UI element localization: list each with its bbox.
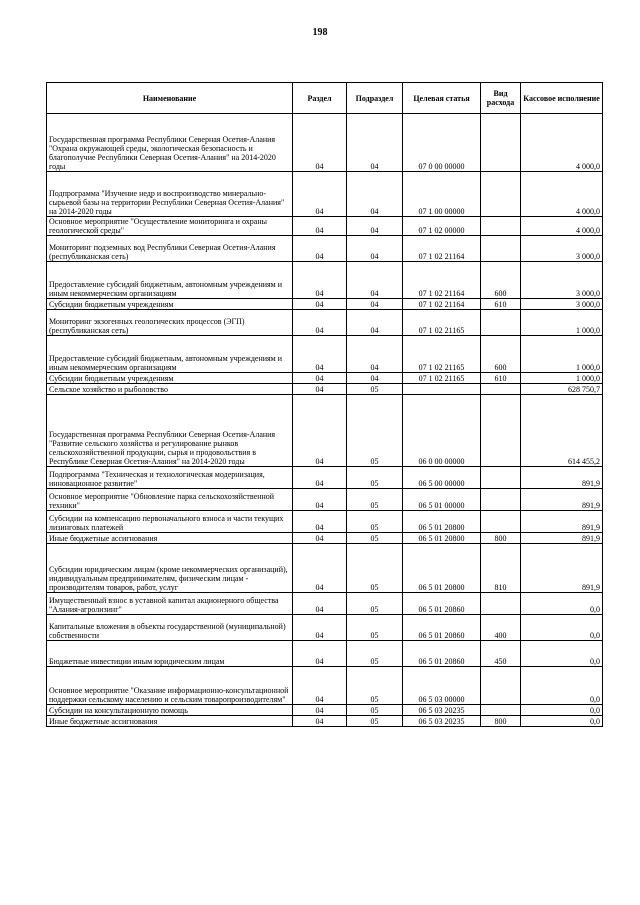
cell-subsection: 04 [347, 236, 403, 262]
cell-section: 04 [293, 511, 347, 533]
cell-name: Сельское хозяйство и рыболовство [47, 384, 293, 395]
cell-subsection: 04 [347, 114, 403, 172]
cell-name: Субсидии на консультационную помощь [47, 705, 293, 716]
cell-amount: 4 000,0 [521, 114, 603, 172]
cell-amount: 891,9 [521, 489, 603, 511]
cell-subsection: 04 [347, 172, 403, 217]
cell-amount: 891,9 [521, 467, 603, 489]
cell-section: 04 [293, 593, 347, 615]
cell-section: 04 [293, 489, 347, 511]
cell-amount: 0,0 [521, 593, 603, 615]
cell-type: 600 [481, 336, 521, 373]
cell-amount: 614 455,2 [521, 395, 603, 467]
cell-subsection: 05 [347, 395, 403, 467]
table-row [47, 172, 603, 217]
cell-target: 06 5 03 20235 [403, 705, 481, 716]
cell-amount: 891,9 [521, 511, 603, 533]
cell-type [481, 384, 521, 395]
cell-name: Субсидии юридическим лицам (кроме некоммерческих организаций), индивидуальным предпринимателям, физическим лицам - производителям товаров, работ, услуг [47, 544, 293, 593]
table-row [47, 262, 603, 299]
header-amount: Кассовое исполнение [521, 83, 603, 114]
cell-name: Субсидии бюджетным учреждениям [47, 299, 293, 310]
cell-name: Основное мероприятие "Осуществление мониторинга и охраны геологической среды" [47, 217, 293, 236]
cell-section: 04 [293, 716, 347, 727]
cell-target: 06 5 01 20860 [403, 593, 481, 615]
cell-target: 06 5 01 20800 [403, 544, 481, 593]
table-row [47, 384, 603, 395]
cell-name: Основное мероприятие "Оказание информационно-консультационной поддержки сельскому населению и сельским товаропроизводителям" [47, 667, 293, 705]
cell-type [481, 114, 521, 172]
cell-name: Мониторинг подземных вод Республики Северная Осетия-Алания (республиканская сеть) [47, 236, 293, 262]
cell-amount: 891,9 [521, 544, 603, 593]
cell-section: 04 [293, 373, 347, 384]
cell-type [481, 511, 521, 533]
cell-type [481, 172, 521, 217]
budget-table [46, 82, 603, 727]
header-type: Вид расхода [481, 83, 521, 114]
table-row [47, 489, 603, 511]
table-row [47, 467, 603, 489]
header-target: Целевая статья [403, 83, 481, 114]
cell-subsection: 05 [347, 544, 403, 593]
cell-subsection: 04 [347, 299, 403, 310]
cell-section: 04 [293, 641, 347, 667]
cell-section: 04 [293, 310, 347, 336]
cell-subsection: 05 [347, 467, 403, 489]
cell-target: 06 0 00 00000 [403, 395, 481, 467]
header-section: Раздел [293, 83, 347, 114]
cell-type: 610 [481, 373, 521, 384]
cell-subsection: 04 [347, 262, 403, 299]
table-row [47, 533, 603, 544]
cell-name: Иные бюджетные ассигнования [47, 716, 293, 727]
cell-section: 04 [293, 467, 347, 489]
cell-name: Бюджетные инвестиции иным юридическим лицам [47, 641, 293, 667]
cell-name: Имущественный взнос в уставной капитал акционерного общества "Алания-агролизинг" [47, 593, 293, 615]
cell-name: Мониторинг экзогенных геологических процессов (ЭГП) (республиканская сеть) [47, 310, 293, 336]
cell-name: Иные бюджетные ассигнования [47, 533, 293, 544]
table-header-row [47, 83, 603, 114]
cell-amount: 0,0 [521, 705, 603, 716]
cell-subsection: 05 [347, 615, 403, 641]
cell-section: 04 [293, 384, 347, 395]
cell-target: 06 5 01 20800 [403, 511, 481, 533]
cell-subsection: 05 [347, 533, 403, 544]
cell-target: 06 5 01 20860 [403, 641, 481, 667]
cell-type: 800 [481, 716, 521, 727]
table-row [47, 114, 603, 172]
header-name: Наименование [47, 83, 293, 114]
cell-target: 07 1 02 21164 [403, 236, 481, 262]
cell-target: 07 1 02 21164 [403, 299, 481, 310]
table-row [47, 217, 603, 236]
table-row [47, 336, 603, 373]
cell-amount: 0,0 [521, 716, 603, 727]
cell-type [481, 667, 521, 705]
cell-target: 07 1 02 21165 [403, 336, 481, 373]
cell-section: 04 [293, 667, 347, 705]
cell-name: Субсидии бюджетным учреждениям [47, 373, 293, 384]
cell-type: 810 [481, 544, 521, 593]
cell-subsection: 05 [347, 716, 403, 727]
cell-subsection: 05 [347, 489, 403, 511]
cell-subsection: 05 [347, 511, 403, 533]
table-row [47, 593, 603, 615]
cell-name: Основное мероприятие "Обновление парка сельскохозяйственной техники" [47, 489, 293, 511]
cell-subsection: 05 [347, 593, 403, 615]
cell-type [481, 467, 521, 489]
cell-name: Капитальные вложения в объекты государственной (муниципальной) собственности [47, 615, 293, 641]
cell-subsection: 04 [347, 336, 403, 373]
cell-target: 07 1 02 00000 [403, 217, 481, 236]
cell-amount: 4 000,0 [521, 217, 603, 236]
cell-type [481, 395, 521, 467]
cell-amount: 1 000,0 [521, 373, 603, 384]
cell-amount: 891,9 [521, 533, 603, 544]
cell-type [481, 236, 521, 262]
cell-name: Подпрограмма "Изучение недр и воспроизводство минерально-сырьевой базы на территории Республики Северная Осетия-Алания" на 2014-2020 годы [47, 172, 293, 217]
cell-type [481, 217, 521, 236]
cell-section: 04 [293, 299, 347, 310]
cell-section: 04 [293, 615, 347, 641]
cell-subsection: 04 [347, 373, 403, 384]
cell-subsection: 05 [347, 641, 403, 667]
cell-amount: 1 000,0 [521, 336, 603, 373]
cell-section: 04 [293, 114, 347, 172]
table-row [47, 236, 603, 262]
cell-type: 450 [481, 641, 521, 667]
cell-amount: 1 000,0 [521, 310, 603, 336]
cell-target: 06 5 01 00000 [403, 489, 481, 511]
cell-name: Предоставление субсидий бюджетным, автономным учреждениям и иным некоммерческим организациям [47, 336, 293, 373]
cell-type [481, 310, 521, 336]
cell-target: 06 5 03 00000 [403, 667, 481, 705]
cell-amount: 628 750,7 [521, 384, 603, 395]
cell-section: 04 [293, 395, 347, 467]
cell-target: 06 5 01 20800 [403, 533, 481, 544]
cell-type [481, 489, 521, 511]
cell-amount: 4 000,0 [521, 172, 603, 217]
cell-target: 07 1 02 21165 [403, 310, 481, 336]
table-row [47, 373, 603, 384]
cell-subsection: 05 [347, 667, 403, 705]
table-row [47, 716, 603, 727]
cell-target: 07 0 00 00000 [403, 114, 481, 172]
cell-amount: 0,0 [521, 641, 603, 667]
cell-section: 04 [293, 217, 347, 236]
table-row [47, 641, 603, 667]
cell-subsection: 04 [347, 217, 403, 236]
cell-amount: 3 000,0 [521, 236, 603, 262]
cell-name: Подпрограмма "Техническая и технологическая модернизация, инновационное развитие" [47, 467, 293, 489]
cell-section: 04 [293, 236, 347, 262]
cell-type [481, 593, 521, 615]
cell-amount: 0,0 [521, 615, 603, 641]
page-number: 198 [312, 27, 328, 38]
cell-amount: 3 000,0 [521, 262, 603, 299]
table-row [47, 511, 603, 533]
cell-section: 04 [293, 172, 347, 217]
cell-target: 06 5 00 00000 [403, 467, 481, 489]
cell-target: 07 1 02 21164 [403, 262, 481, 299]
cell-amount: 3 000,0 [521, 299, 603, 310]
cell-name: Государственная программа Республики Северная Осетия-Алания "Охрана окружающей среды, экологическая безопасность и благополучие Республики Северная Осетия-Алания" на 2014-2020 годы [47, 114, 293, 172]
table-row [47, 299, 603, 310]
cell-subsection: 04 [347, 310, 403, 336]
cell-target: 07 1 02 21165 [403, 373, 481, 384]
cell-target: 07 1 00 00000 [403, 172, 481, 217]
cell-section: 04 [293, 262, 347, 299]
cell-type: 400 [481, 615, 521, 641]
cell-section: 04 [293, 533, 347, 544]
cell-section: 04 [293, 705, 347, 716]
table-row [47, 544, 603, 593]
cell-type: 800 [481, 533, 521, 544]
cell-type [481, 705, 521, 716]
table-row [47, 705, 603, 716]
table-row [47, 395, 603, 467]
cell-name: Государственная программа Республики Северная Осетия-Алания "Развитие сельского хозяйства и регулирование рынков сельскохозяйственной продукции, сырья и продовольствия в Республике Северная Осетия-Алания" на 2014-2020 годы [47, 395, 293, 467]
cell-target: 06 5 03 20235 [403, 716, 481, 727]
cell-target [403, 384, 481, 395]
cell-section: 04 [293, 544, 347, 593]
table-row [47, 667, 603, 705]
header-subsection: Подраздел [347, 83, 403, 114]
table-row [47, 310, 603, 336]
table-row [47, 615, 603, 641]
cell-name: Субсидии на компенсацию первоначального взноса и части текущих лизинговых платежей [47, 511, 293, 533]
cell-type: 600 [481, 262, 521, 299]
cell-target: 06 5 01 20860 [403, 615, 481, 641]
cell-amount: 0,0 [521, 667, 603, 705]
cell-subsection: 05 [347, 705, 403, 716]
cell-type: 610 [481, 299, 521, 310]
cell-subsection: 05 [347, 384, 403, 395]
cell-name: Предоставление субсидий бюджетным, автономным учреждениям и иным некоммерческим организациям [47, 262, 293, 299]
cell-section: 04 [293, 336, 347, 373]
